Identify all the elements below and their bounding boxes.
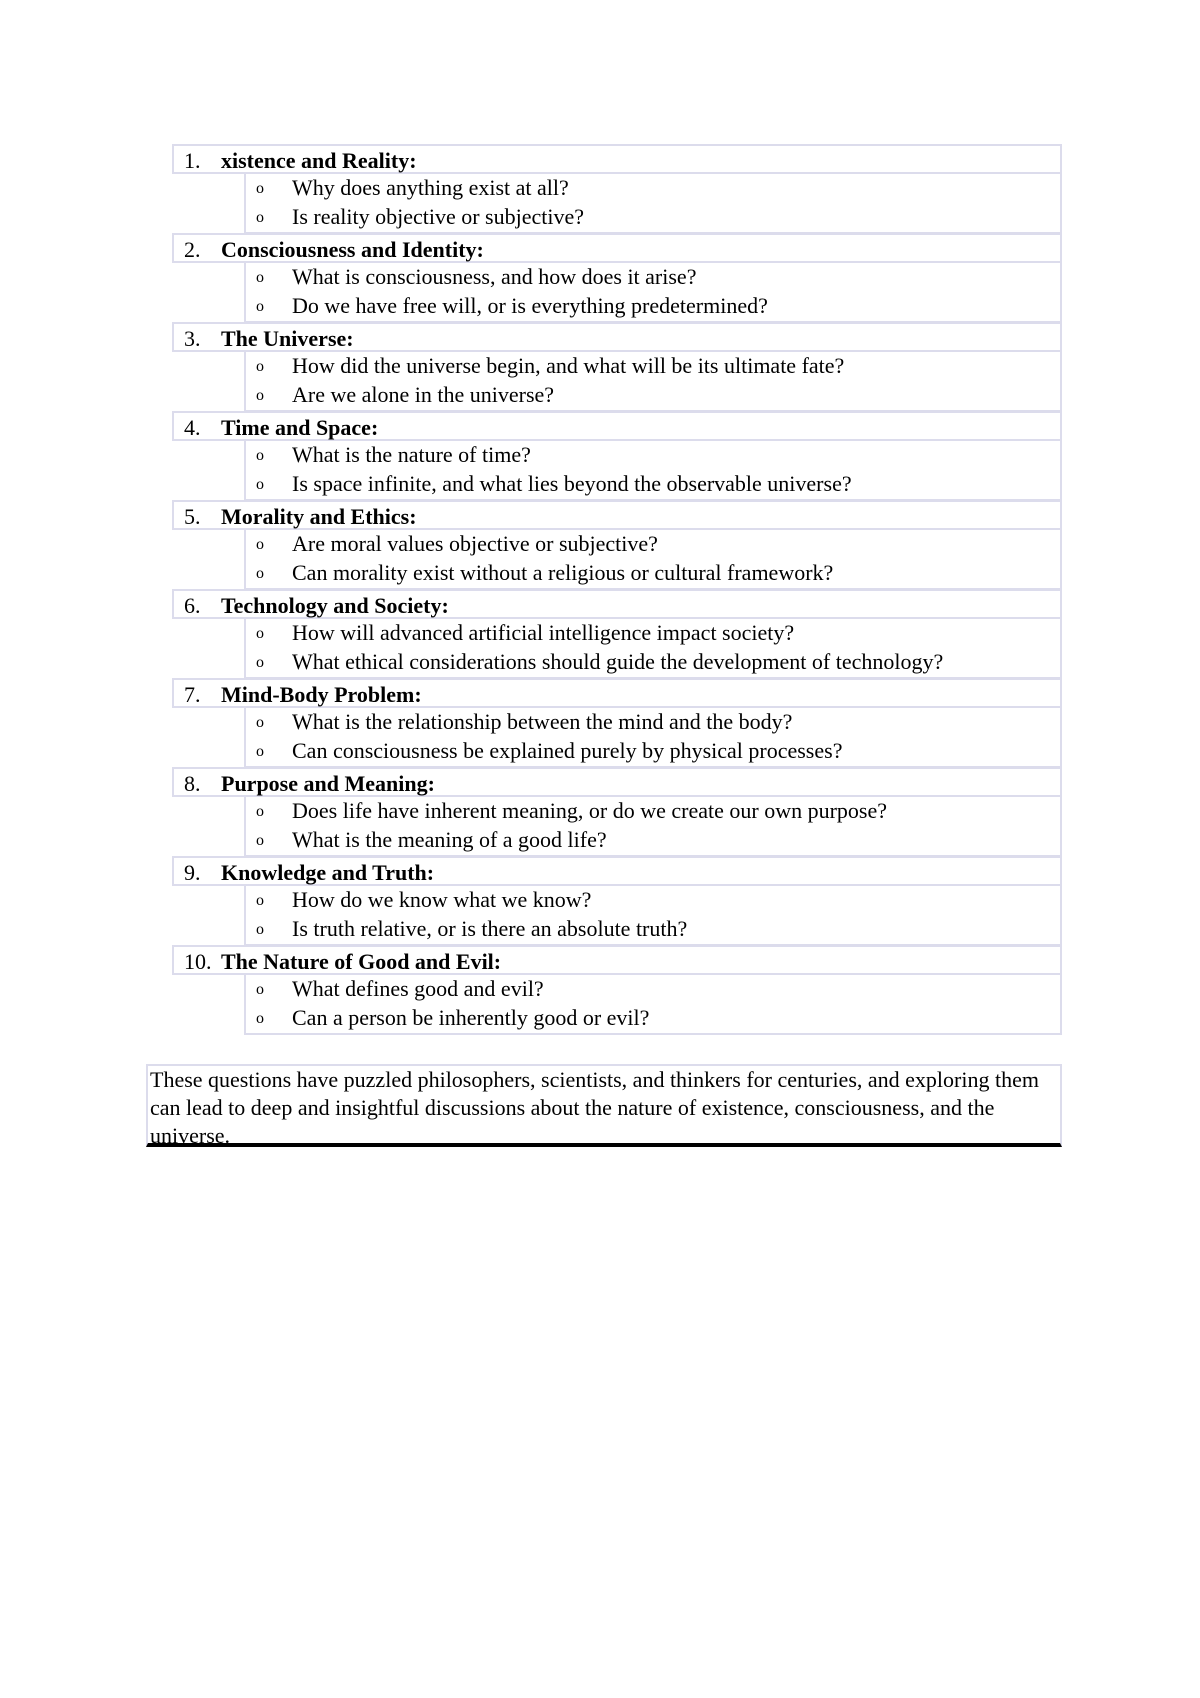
sub-item [246, 826, 1060, 855]
sub-item [246, 886, 1060, 915]
sub-item [246, 559, 1060, 588]
sub-item-text: What defines good and evil? [292, 976, 544, 1001]
sub-item-text: Are moral values objective or subjective? [292, 531, 658, 556]
list-item-heading [172, 411, 1062, 441]
item-number: 9. [184, 860, 201, 885]
sub-item [246, 292, 1060, 321]
bullet-icon: o [256, 476, 264, 493]
sub-item [246, 203, 1060, 232]
item-number: 6. [184, 593, 201, 618]
sub-list [244, 797, 1062, 857]
list-item-heading [172, 144, 1062, 174]
sub-item [246, 381, 1060, 410]
item-title: Knowledge and Truth: [221, 860, 435, 885]
sub-item-text: What ethical considerations should guide the development of technology? [292, 649, 944, 674]
bullet-icon: o [256, 447, 264, 464]
sub-item [246, 797, 1060, 826]
sub-list [244, 441, 1062, 501]
sub-item [246, 263, 1060, 292]
sub-item-text: Is truth relative, or is there an absolute truth? [292, 916, 688, 941]
sub-item [246, 530, 1060, 559]
sub-item [246, 1004, 1060, 1033]
sub-item [246, 352, 1060, 381]
list-item-heading [172, 322, 1062, 352]
bullet-icon: o [256, 1010, 264, 1027]
item-number: 1. [184, 148, 201, 173]
sub-item-text: Do we have free will, or is everything predetermined? [292, 293, 768, 318]
item-number: 8. [184, 771, 201, 796]
sub-list [244, 886, 1062, 946]
item-number: 10. [184, 949, 212, 974]
sub-list [244, 619, 1062, 679]
item-title: Time and Space: [221, 415, 379, 440]
item-title: The Universe: [221, 326, 354, 351]
bullet-icon: o [256, 298, 264, 315]
sub-item [246, 470, 1060, 499]
item-title: Purpose and Meaning: [221, 771, 435, 796]
item-number: 4. [184, 415, 201, 440]
sub-item-text: What is consciousness, and how does it arise? [292, 264, 697, 289]
list-item-heading [172, 945, 1062, 975]
sub-item [246, 737, 1060, 766]
bullet-icon: o [256, 892, 264, 909]
sub-item-text: What is the relationship between the mind and the body? [292, 709, 793, 734]
sub-item-text: Is reality objective or subjective? [292, 204, 584, 229]
bullet-icon: o [256, 269, 264, 286]
bullet-icon: o [256, 921, 264, 938]
sub-item-text: How will advanced artificial intelligence impact society? [292, 620, 795, 645]
sub-item-text: Are we alone in the universe? [292, 382, 555, 407]
bullet-icon: o [256, 536, 264, 553]
sub-item [246, 174, 1060, 203]
sub-item [246, 619, 1060, 648]
bullet-icon: o [256, 565, 264, 582]
item-number: 5. [184, 504, 201, 529]
sub-item-text: Can consciousness be explained purely by physical processes? [292, 738, 843, 763]
item-title: xistence and Reality: [221, 148, 417, 173]
closing-paragraph: These questions have puzzled philosophers, scientists, and thinkers for centuries, and exploring them can lead to deep and insightful discussions about the nature of existence, consciousness, and the universe. [146, 1064, 1062, 1147]
bullet-icon: o [256, 654, 264, 671]
item-title: The Nature of Good and Evil: [221, 949, 502, 974]
sub-item-text: Can a person be inherently good or evil? [292, 1005, 650, 1030]
item-number: 2. [184, 237, 201, 262]
sub-list [244, 352, 1062, 412]
sub-list [244, 975, 1062, 1035]
item-number: 7. [184, 682, 201, 707]
item-title: Morality and Ethics: [221, 504, 417, 529]
sub-item-text: Does life have inherent meaning, or do we create our own purpose? [292, 798, 887, 823]
item-title: Mind-Body Problem: [221, 682, 422, 707]
bullet-icon: o [256, 743, 264, 760]
sub-item-text: Is space infinite, and what lies beyond the observable universe? [292, 471, 852, 496]
bullet-icon: o [256, 981, 264, 998]
bullet-icon: o [256, 625, 264, 642]
sub-item-text: What is the meaning of a good life? [292, 827, 607, 852]
list-item-heading [172, 856, 1062, 886]
sub-item-text: Can morality exist without a religious or cultural framework? [292, 560, 834, 585]
item-number: 3. [184, 326, 201, 351]
sub-list [244, 174, 1062, 234]
bullet-icon: o [256, 714, 264, 731]
bullet-icon: o [256, 358, 264, 375]
bullet-icon: o [256, 803, 264, 820]
sub-list [244, 263, 1062, 323]
sub-item [246, 975, 1060, 1004]
sub-item-text: What is the nature of time? [292, 442, 531, 467]
sub-list [244, 530, 1062, 590]
list-item-heading [172, 233, 1062, 263]
sub-item-text: Why does anything exist at all? [292, 175, 569, 200]
sub-item-text: How do we know what we know? [292, 887, 592, 912]
bullet-icon: o [256, 832, 264, 849]
sub-item [246, 648, 1060, 677]
list-item-heading [172, 767, 1062, 797]
bullet-icon: o [256, 209, 264, 226]
sub-item [246, 915, 1060, 944]
sub-item [246, 708, 1060, 737]
item-title: Consciousness and Identity: [221, 237, 484, 262]
sub-item [246, 441, 1060, 470]
list-item-heading [172, 678, 1062, 708]
bullet-icon: o [256, 180, 264, 197]
list-item-heading [172, 589, 1062, 619]
list-item-heading [172, 500, 1062, 530]
sub-list [244, 708, 1062, 768]
questions-list [172, 145, 1062, 1035]
bullet-icon: o [256, 387, 264, 404]
sub-item-text: How did the universe begin, and what will be its ultimate fate? [292, 353, 845, 378]
item-title: Technology and Society: [221, 593, 449, 618]
